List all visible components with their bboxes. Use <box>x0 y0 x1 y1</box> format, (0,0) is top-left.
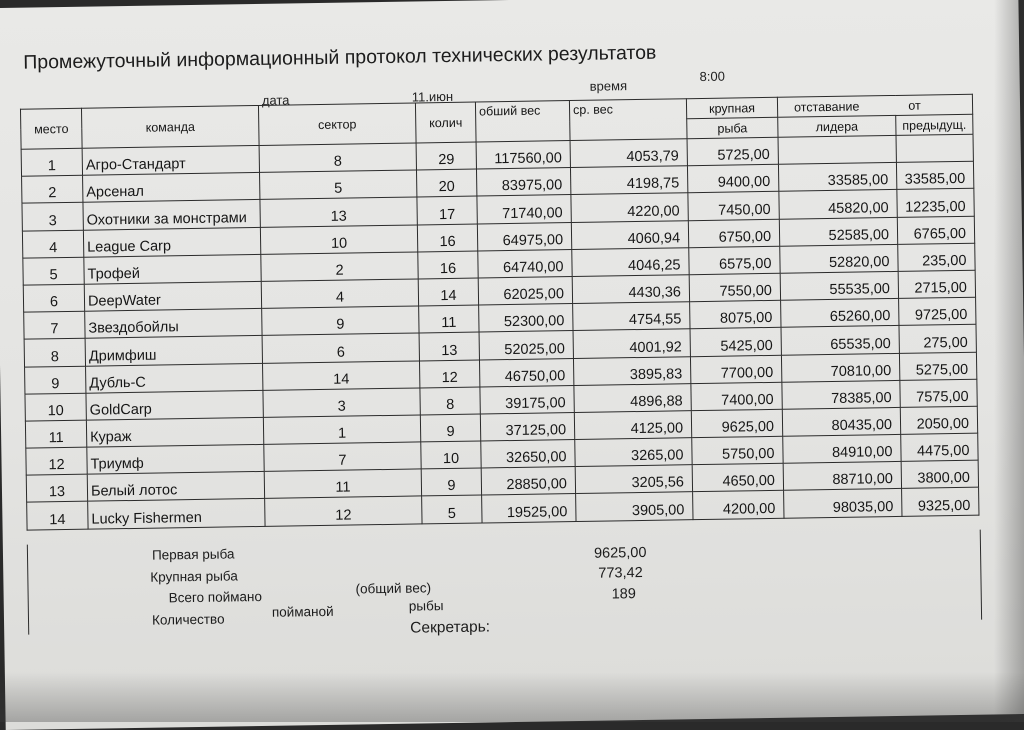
total-weight-cell: 52025,00 <box>479 331 573 360</box>
header-lag-leader: лидера <box>778 115 896 137</box>
place-cell: 9 <box>25 366 86 394</box>
sector-cell: 6 <box>262 333 419 363</box>
secretary-label: Секретарь: <box>410 618 491 637</box>
sector-cell: 7 <box>264 442 421 472</box>
avg-weight-cell: 3895,83 <box>573 356 690 385</box>
place-cell: 3 <box>22 203 83 231</box>
count-cell: 8 <box>420 387 480 415</box>
avg-weight-cell: 4046,25 <box>572 247 689 276</box>
big-fish-cell: 4200,00 <box>693 491 784 520</box>
avg-weight-cell: 4060,94 <box>571 220 688 249</box>
sector-cell: 1 <box>263 415 420 445</box>
count-cell: 16 <box>417 224 477 252</box>
big-fish-cell: 7400,00 <box>691 382 782 411</box>
avg-weight-cell: 4430,36 <box>572 275 689 304</box>
total-weight-cell: 39175,00 <box>480 385 574 414</box>
big-fish-cell: 9625,00 <box>691 409 782 438</box>
lag-leader-cell: 78385,00 <box>782 380 900 409</box>
sector-cell: 10 <box>260 225 417 255</box>
total-weight-cell: 19525,00 <box>482 494 576 523</box>
team-cell: Белый лотос <box>87 472 264 502</box>
lag-prev-cell: 9325,00 <box>902 488 979 516</box>
avg-weight-cell: 3265,00 <box>575 438 692 467</box>
big-fish-cell: 7550,00 <box>689 273 780 302</box>
place-cell: 5 <box>23 257 84 285</box>
team-cell: Триумф <box>87 444 264 474</box>
header-team: команда <box>81 105 259 148</box>
lag-leader-cell: 33585,00 <box>778 163 896 192</box>
count-cell: 9 <box>421 468 481 496</box>
lag-leader-cell: 52585,00 <box>779 217 897 246</box>
sector-cell: 2 <box>261 252 418 282</box>
place-cell: 1 <box>21 148 82 176</box>
lag-prev-cell: 2050,00 <box>900 406 977 434</box>
avg-weight-cell: 4001,92 <box>573 329 690 358</box>
date-label: дата <box>261 92 290 108</box>
header-lag-top-a: отставание <box>793 99 860 115</box>
big-fish-cell: 7700,00 <box>690 355 781 384</box>
sector-cell: 4 <box>261 279 418 309</box>
big-fish-value: 773,42 <box>598 564 643 582</box>
header-avg-weight: ср. вес <box>569 99 687 141</box>
count-cell: 10 <box>421 441 481 469</box>
time-value: 8:00 <box>699 68 725 85</box>
count-cell: 11 <box>419 305 479 333</box>
place-cell: 14 <box>27 502 88 530</box>
place-cell: 4 <box>22 230 83 258</box>
lag-leader-cell: 84910,00 <box>783 434 901 463</box>
team-cell: Дубль-С <box>86 363 263 393</box>
place-cell: 13 <box>26 474 87 502</box>
team-cell: Звездобойлы <box>85 309 262 339</box>
total-weight-cell: 64975,00 <box>477 222 571 251</box>
lag-prev-cell: 275,00 <box>899 325 976 353</box>
page-edge-shadow <box>994 0 1024 722</box>
lag-prev-cell: 3800,00 <box>901 460 978 488</box>
total-weight-cell: 28850,00 <box>481 467 575 496</box>
avg-weight-cell: 4125,00 <box>574 411 691 440</box>
total-weight-cell: 83975,00 <box>476 168 570 197</box>
count-cell: 17 <box>417 196 477 224</box>
avg-weight-cell: 3905,00 <box>576 492 693 521</box>
team-cell: Агро-Стандарт <box>82 145 259 175</box>
avg-weight-cell: 3205,56 <box>575 465 692 494</box>
sector-cell: 13 <box>260 197 417 227</box>
lag-leader-cell: 45820,00 <box>779 190 897 219</box>
place-cell: 7 <box>24 311 85 339</box>
fish-word: рыбы <box>408 598 444 614</box>
team-cell: DeepWater <box>84 281 261 311</box>
big-fish-cell: 8075,00 <box>690 300 781 329</box>
sector-cell: 11 <box>264 469 421 499</box>
big-fish-cell: 5425,00 <box>690 328 781 357</box>
lag-prev-cell: 2715,00 <box>898 270 975 298</box>
big-fish-cell: 6575,00 <box>689 246 780 275</box>
team-cell: League Carp <box>83 227 260 257</box>
total-weight-cell: 117560,00 <box>476 141 570 170</box>
sector-cell: 14 <box>262 360 419 390</box>
sector-cell: 8 <box>259 143 416 173</box>
lag-leader-cell: 88710,00 <box>783 462 901 491</box>
count-cell: 9 <box>420 414 480 442</box>
header-lag-top-b: от <box>908 98 921 113</box>
sector-cell: 5 <box>260 170 417 200</box>
big-fish-cell: 4650,00 <box>692 464 783 493</box>
count-cell: 29 <box>416 142 476 170</box>
sector-cell: 12 <box>265 496 422 526</box>
big-fish-cell: 5725,00 <box>687 137 778 166</box>
header-lag-prev: предыдущ. <box>896 114 973 135</box>
lag-leader-cell: 98035,00 <box>784 489 902 518</box>
team-cell: GoldCarp <box>86 390 263 420</box>
lag-prev-cell: 7575,00 <box>900 379 977 407</box>
first-fish-label: Первая рыба <box>151 546 235 563</box>
avg-weight-cell: 4220,00 <box>571 193 688 222</box>
lag-prev-cell: 33585,00 <box>896 161 973 189</box>
page-title: Промежуточный информационный протокол технических результатов <box>23 41 657 74</box>
lag-leader-cell: 52820,00 <box>780 244 898 273</box>
big-fish-cell: 5750,00 <box>692 436 783 465</box>
total-weight-cell: 71740,00 <box>477 195 571 224</box>
sector-cell: 3 <box>263 388 420 418</box>
header-place: место <box>20 108 82 149</box>
total-weight-cell: 46750,00 <box>479 358 573 387</box>
team-cell: Дримфиш <box>85 336 262 366</box>
team-cell: Охотники за монстрами <box>83 200 260 230</box>
lag-prev-cell: 9725,00 <box>899 297 976 325</box>
results-table <box>20 94 980 531</box>
team-cell: Арсенал <box>83 173 260 203</box>
date-value: 11.июн <box>411 88 454 105</box>
lag-prev-cell: 235,00 <box>898 243 975 271</box>
place-cell: 10 <box>25 393 86 421</box>
count-cell: 14 <box>418 278 478 306</box>
big-fish-cell: 6750,00 <box>688 219 779 248</box>
total-weight-cell: 52300,00 <box>479 304 573 333</box>
lag-prev-cell: 12235,00 <box>897 189 974 217</box>
avg-weight-cell: 4754,55 <box>573 302 690 331</box>
first-fish-value: 9625,00 <box>593 544 647 562</box>
total-weight-cell: 64740,00 <box>478 249 572 278</box>
lag-leader-cell: 70810,00 <box>781 353 899 382</box>
team-cell: Кураж <box>86 417 263 447</box>
team-cell: Lucky Fishermen <box>88 499 265 529</box>
lag-leader-cell: 65535,00 <box>781 326 899 355</box>
total-weight-cell: 32650,00 <box>481 440 575 469</box>
lag-prev-cell: 4475,00 <box>901 433 978 461</box>
summary-block <box>27 530 982 635</box>
big-fish-cell: 9400,00 <box>687 164 778 193</box>
count-cell: 13 <box>419 332 479 360</box>
place-cell: 2 <box>22 175 83 203</box>
count-cell: 12 <box>419 360 479 388</box>
time-label: время <box>589 78 628 94</box>
caught-word: пойманой <box>271 603 334 620</box>
avg-weight-cell: 4896,88 <box>574 383 691 412</box>
avg-weight-cell: 4053,79 <box>570 139 687 168</box>
lag-prev-cell: 5275,00 <box>899 352 976 380</box>
count-cell: 20 <box>416 169 476 197</box>
place-cell: 11 <box>25 420 86 448</box>
total-weight-cell: 37125,00 <box>480 412 574 441</box>
avg-weight-cell: 4198,75 <box>570 166 687 195</box>
count-value: 189 <box>611 586 637 603</box>
lag-leader-cell: 80435,00 <box>782 407 900 436</box>
total-weight-cell: 62025,00 <box>478 276 572 305</box>
sector-cell: 9 <box>262 306 419 336</box>
place-cell: 8 <box>24 339 85 367</box>
place-cell: 6 <box>23 284 84 312</box>
total-caught-label: Всего поймано <box>168 588 263 606</box>
team-cell: Трофей <box>84 254 261 284</box>
count-cell: 16 <box>418 251 478 279</box>
count-label: Количество <box>151 611 225 628</box>
header-sector: сектор <box>258 103 416 145</box>
lag-leader-cell: 55535,00 <box>780 271 898 300</box>
lag-prev-cell: 6765,00 <box>897 216 974 244</box>
lag-leader-cell <box>778 135 896 164</box>
lag-prev-cell <box>896 134 973 162</box>
big-fish-cell: 7450,00 <box>688 192 779 221</box>
page-bottom-shadow <box>0 672 1024 722</box>
place-cell: 12 <box>26 447 87 475</box>
header-count: колич <box>415 102 476 143</box>
big-fish-label: Крупная рыба <box>150 568 238 585</box>
lag-leader-cell: 65260,00 <box>781 299 899 328</box>
total-weight-note: (общий вес) <box>355 580 432 597</box>
header-big-fish-bottom: рыба <box>687 117 778 138</box>
header-total-weight: обший вес <box>475 101 570 142</box>
header-big-fish-top: крупная <box>686 97 777 118</box>
count-cell: 5 <box>422 495 482 523</box>
